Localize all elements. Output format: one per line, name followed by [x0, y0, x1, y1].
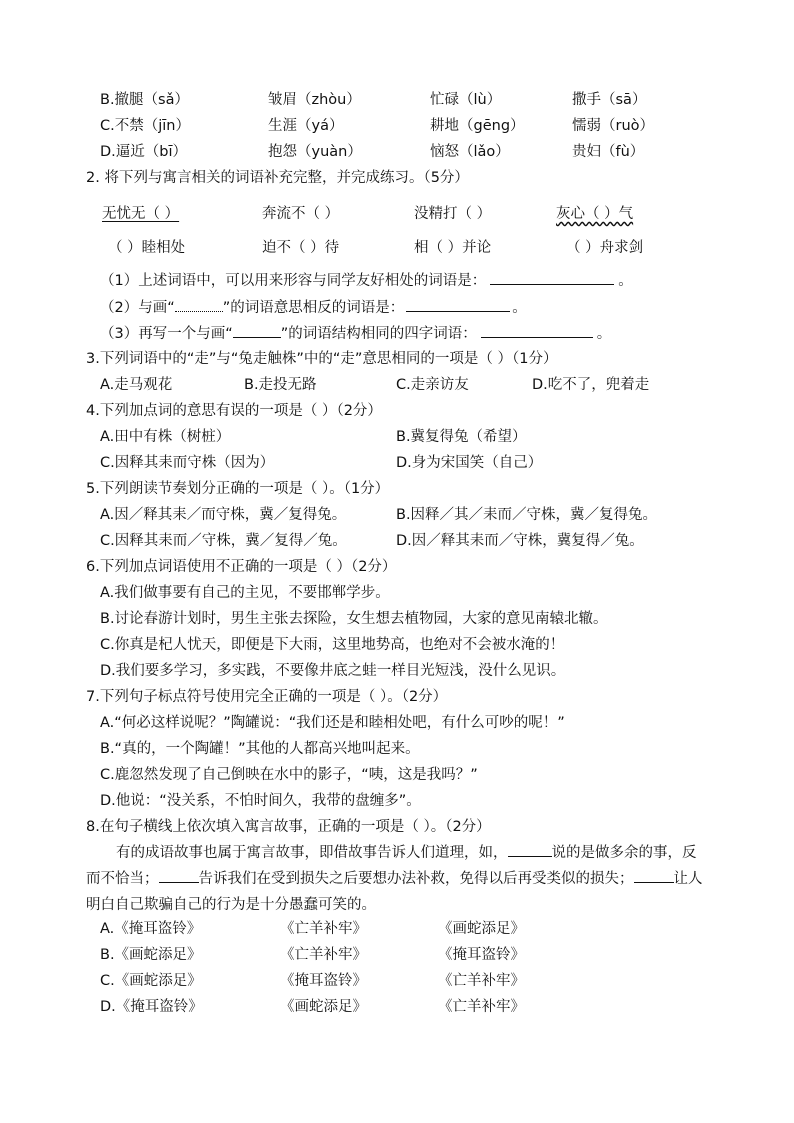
q7-option-d: D.他说：“没关系，不怕时间久，我带的盘缠多”。 — [100, 793, 421, 809]
q1-option-c-1: C.不禁（jīn） — [100, 118, 190, 134]
q2-sub2-a: （2）与画“ — [100, 300, 175, 316]
q1-option-b-1: B.撤腿（sǎ） — [100, 92, 189, 108]
q2-word-1: 无忧无（ ） — [102, 206, 180, 222]
q2-word-3: 没精打（ ） — [414, 206, 492, 222]
q3-option-b: B.走投无路 — [244, 377, 317, 393]
q4-stem: 4.下列加点词的意思有误的一项是（ ）（2分） — [86, 403, 382, 419]
q2-sub1 — [100, 270, 633, 291]
q3-option-a: A.走马观花 — [100, 377, 173, 393]
q7-option-c: C.鹿忽然发现了自己倒映在水中的影子，“咦，这是我吗？” — [100, 767, 478, 783]
q5-option-b: B.因释／其／耒而／守株，冀／复得兔。 — [396, 507, 658, 523]
q8-option-b-1: B.《画蛇添足》 — [100, 947, 202, 963]
q8-option-d-1: D.《掩耳盗铃》 — [100, 999, 203, 1015]
q2-word-4: 灰心（ ）气 — [556, 206, 634, 222]
q8-option-c-1: C.《画蛇添足》 — [100, 973, 202, 989]
q8-option-b-2: 《亡羊补牢》 — [280, 947, 367, 963]
q1-option-d-4: 贵妇（fù） — [572, 144, 645, 160]
q2-word-7: 相（ ）并论 — [414, 240, 492, 256]
q6-option-a: A.我们做事要有自己的主见，不要邯郸学步。 — [100, 585, 390, 601]
q7-stem: 7.下列句子标点符号使用完全正确的一项是（ ）。（2分） — [86, 689, 448, 705]
q1-option-d-3: 恼怒（lǎo） — [430, 144, 510, 160]
q8-option-a-3: 《画蛇添足》 — [438, 921, 525, 937]
q5-option-a: A.因／释其耒／而守株，冀／复得兔。 — [100, 507, 347, 523]
q8-stem: 8.在句子横线上依次填入寓言故事，正确的一项是（ ）。（2分） — [86, 819, 491, 835]
q2-word-2: 奔流不（ ） — [262, 206, 340, 222]
q8-para-2: 说的是做多余的事，反而不恰当； — [86, 845, 697, 887]
q3-option-d: D.吃不了，兜着走 — [532, 377, 650, 393]
q8-option-d-2: 《画蛇添足》 — [280, 999, 367, 1015]
q3-stem: 3.下列词语中的“走”与“兔走触株”中的“走”意思相同的一项是（ ）（1分） — [86, 351, 558, 367]
q3-option-c: C.走亲访友 — [396, 377, 469, 393]
q4-option-b: B.冀复得兔（希望） — [396, 429, 527, 445]
q2-sub3 — [100, 323, 611, 344]
q4-option-d: D.身为宋国笑（自己） — [396, 455, 543, 471]
q2-sub3-a: （3）再写一个与画“ — [100, 326, 233, 342]
q2-sub2 — [100, 297, 527, 318]
q2-sub3-end: 。 — [596, 326, 612, 342]
q2-sub2-end: 。 — [512, 300, 527, 316]
q7-option-b: B.“真的，一个陶罐！”其他的人都高兴地叫起来。 — [100, 741, 420, 757]
q2-sub2-wavy-blank — [175, 297, 223, 312]
q8-blank-3[interactable] — [634, 868, 674, 883]
q8-paragraph — [86, 840, 710, 918]
q5-stem: 5.下列朗读节奏划分正确的一项是（ ）。（1分） — [86, 481, 390, 497]
q1-option-b-4: 撒手（sā） — [572, 92, 647, 108]
q2-sub1-end: 。 — [618, 273, 633, 289]
q2-sub3-b: ”的词语结构相同的四字词语： — [280, 326, 477, 342]
q6-option-b: B.讨论春游计划时，男生主张去探险，女生想去植物园，大家的意见南辕北辙。 — [100, 611, 608, 627]
q1-option-c-3: 耕地（gēng） — [430, 118, 525, 134]
q5-option-c: C.因释其耒而／守株，冀／复得／兔。 — [100, 533, 347, 549]
q8-option-a-2: 《亡羊补牢》 — [280, 921, 367, 937]
q2-word-6: 迫不（ ）待 — [262, 240, 340, 256]
q8-para-1: 有的成语故事也属于寓言故事，即借故事告诉人们道理，如， — [116, 845, 508, 861]
q1-option-b-3: 忙碌（lù） — [430, 92, 502, 108]
q2-sub3-underline-blank — [233, 323, 281, 338]
q2-sub1-text: （1）上述词语中，可以用来形容与同学友好相处的词语是： — [100, 273, 487, 289]
q6-stem: 6.下列加点词语使用不正确的一项是（ ）（2分） — [86, 559, 397, 575]
q8-para-4: 让人明白自己欺骗自己的行为是十分愚蠢可笑的。 — [86, 871, 703, 913]
q7-option-a: A.“何必这样说呢？”陶罐说：“我们还是和睦相处吧，有什么可吵的呢！” — [100, 715, 565, 731]
q1-option-d-2: 抱怨（yuàn） — [268, 144, 362, 160]
q2-sub1-blank[interactable] — [490, 270, 614, 285]
q4-option-a: A.田中有株（树桩） — [100, 429, 231, 445]
q6-option-c: C.你真是杞人忧天，即便是下大雨，这里地势高，也绝对不会被水淹的！ — [100, 637, 565, 653]
q8-option-d-3: 《亡羊补牢》 — [438, 999, 525, 1015]
q8-para-3: 告诉我们在受到损失之后要想办法补救，免得以后再受类似的损失； — [198, 871, 634, 887]
q2-sub2-b: ”的词语意思相反的词语是： — [222, 300, 405, 316]
q6-option-d: D.我们要多学习，多实践，不要像井底之蛙一样目光短浅，没什么见识。 — [100, 663, 566, 679]
q8-option-a-1: A.《掩耳盗铃》 — [100, 921, 202, 937]
q4-option-c: C.因释其耒而守株（因为） — [100, 455, 275, 471]
q1-option-d-1: D.逼近（bī） — [100, 144, 188, 160]
q8-option-c-3: 《亡羊补牢》 — [438, 973, 525, 989]
q2-stem: 2. 将下列与寓言相关的词语补充完整，并完成练习。（5分） — [86, 170, 469, 186]
q2-sub3-blank[interactable] — [481, 323, 593, 338]
q8-option-c-2: 《掩耳盗铃》 — [280, 973, 367, 989]
q8-blank-2[interactable] — [159, 868, 199, 883]
q2-word-8: （ ）舟求剑 — [566, 240, 644, 256]
q8-blank-1[interactable] — [508, 842, 552, 857]
q1-option-b-2: 皱眉（zhòu） — [268, 92, 361, 108]
q2-sub2-blank[interactable] — [406, 297, 510, 312]
q8-option-b-3: 《掩耳盗铃》 — [438, 947, 525, 963]
q1-option-c-2: 生涯（yá） — [268, 118, 344, 134]
q2-word-5: （ ）睦相处 — [108, 240, 186, 256]
q1-option-c-4: 懦弱（ruò） — [572, 118, 655, 134]
q5-option-d: D.因／释其耒而／守株，冀复得／兔。 — [396, 533, 644, 549]
